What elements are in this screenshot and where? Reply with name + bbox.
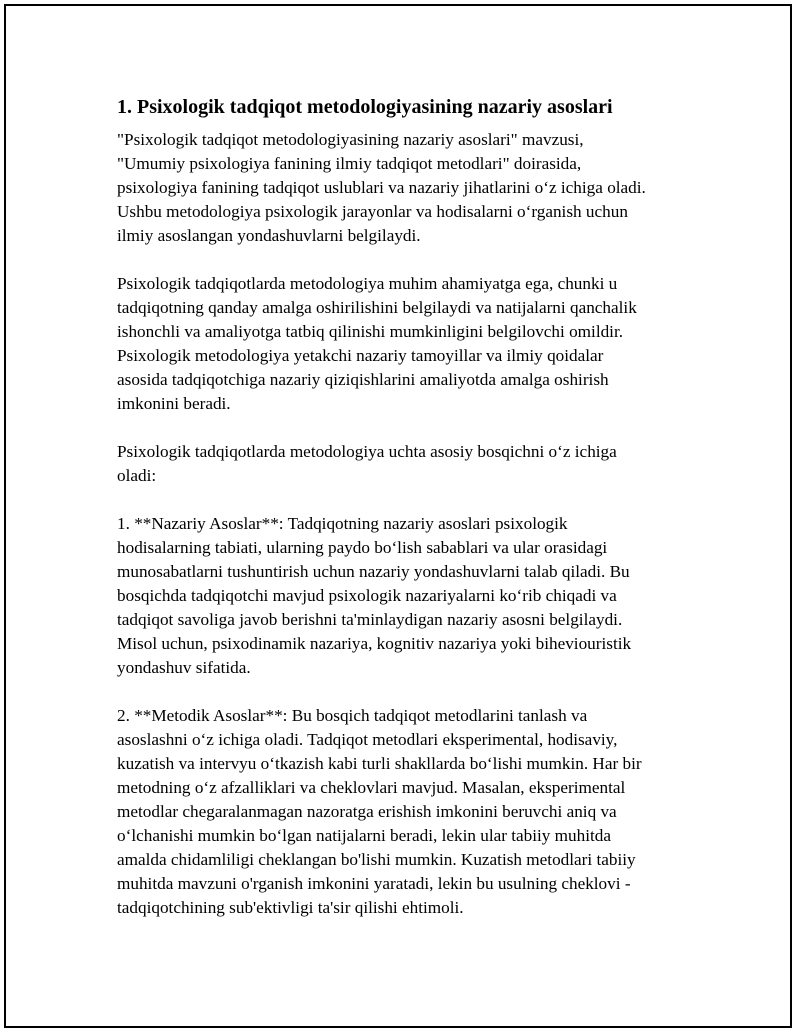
text-line: Psixologik metodologiya yetakchi nazariy tamoyillar va ilmiy qoidalar bbox=[117, 346, 604, 365]
text-line: o‘lchanishi mumkin bo‘lgan natijalarni beradi, lekin ular tabiiy muhitda bbox=[117, 826, 612, 845]
text-line: munosabatlarni tushuntirish uchun nazariy yondashuvlarni talab qiladi. Bu bbox=[117, 562, 630, 581]
text-line: kuzatish va intervyu o‘tkazish kabi turli shakllarda bo‘lishi mumkin. Har bir bbox=[117, 754, 642, 773]
text-line: "Psixologik tadqiqot metodologiyasining nazariy asoslari" mavzusi, bbox=[117, 130, 584, 149]
text-line: 1. **Nazariy Asoslar**: Tadqiqotning nazariy asoslari psixologik bbox=[117, 514, 568, 533]
text-line: ilmiy asoslangan yondashuvlarni belgilaydi. bbox=[117, 226, 421, 245]
text-line: ishonchli va amaliyotga tatbiq qilinishi mumkinligini belgilovchi omildir. bbox=[117, 322, 624, 341]
paragraph-theoretical-basis bbox=[117, 512, 697, 680]
text-line: imkonini beradi. bbox=[117, 394, 231, 413]
document-body bbox=[117, 94, 697, 944]
text-line: oladi: bbox=[117, 466, 157, 485]
section-heading: 1. Psixologik tadqiqot metodologiyasining nazariy asoslari bbox=[117, 96, 613, 118]
text-line: hodisalarning tabiati, ularning paydo bo‘lish sabablari va ular orasidagi bbox=[117, 538, 608, 557]
text-line: psixologiya fanining tadqiqot uslublari va nazariy jihatlarini o‘z ichiga oladi. bbox=[117, 178, 646, 197]
text-line: muhitda mavzuni o'rganish imkonini yaratadi, lekin bu usulning cheklovi - bbox=[117, 874, 631, 893]
paragraph-stages-intro bbox=[117, 440, 697, 488]
text-line: 2. **Metodik Asoslar**: Bu bosqich tadqiqot metodlarini tanlash va bbox=[117, 706, 588, 725]
text-line: metodlar chegaralanmagan nazoratga erishish imkonini beruvchi aniq va bbox=[117, 802, 617, 821]
paragraph-methodical-basis bbox=[117, 704, 697, 920]
text-line: asoslashni o‘z ichiga oladi. Tadqiqot metodlari eksperimental, hodisaviy, bbox=[117, 730, 618, 749]
text-line: tadqiqotning qanday amalga oshirilishini belgilaydi va natijalarni qanchalik bbox=[117, 298, 637, 317]
text-line: amalda chidamliligi cheklangan bo'lishi mumkin. Kuzatish metodlari tabiiy bbox=[117, 850, 636, 869]
text-line: tadqiqotchining sub'ektivligi ta'sir qilishi ehtimoli. bbox=[117, 898, 464, 917]
text-line: bosqichda tadqiqotchi mavjud psixologik nazariyalarni ko‘rib chiqadi va bbox=[117, 586, 617, 605]
text-line: "Umumiy psixologiya fanining ilmiy tadqiqot metodlari" doirasida, bbox=[117, 154, 582, 173]
text-line: Psixologik tadqiqotlarda metodologiya uchta asosiy bosqichni o‘z ichiga bbox=[117, 442, 617, 461]
text-line: asosida tadqiqotchiga nazariy qiziqishlarini amaliyotda amalga oshirish bbox=[117, 370, 609, 389]
paragraph-intro bbox=[117, 128, 697, 248]
text-line: Ushbu metodologiya psixologik jarayonlar va hodisalarni o‘rganish uchun bbox=[117, 202, 628, 221]
paragraph-importance bbox=[117, 272, 697, 416]
text-line: tadqiqot savoliga javob berishni ta'minlaydigan nazariy asosni belgilaydi. bbox=[117, 610, 623, 629]
text-line: Misol uchun, psixodinamik nazariya, kognitiv nazariya yoki biheviouristik bbox=[117, 634, 632, 653]
text-line: yondashuv sifatida. bbox=[117, 658, 251, 677]
text-line: metodning o‘z afzalliklari va cheklovlari mavjud. Masalan, eksperimental bbox=[117, 778, 626, 797]
text-line: Psixologik tadqiqotlarda metodologiya muhim ahamiyatga ega, chunki u bbox=[117, 274, 618, 293]
